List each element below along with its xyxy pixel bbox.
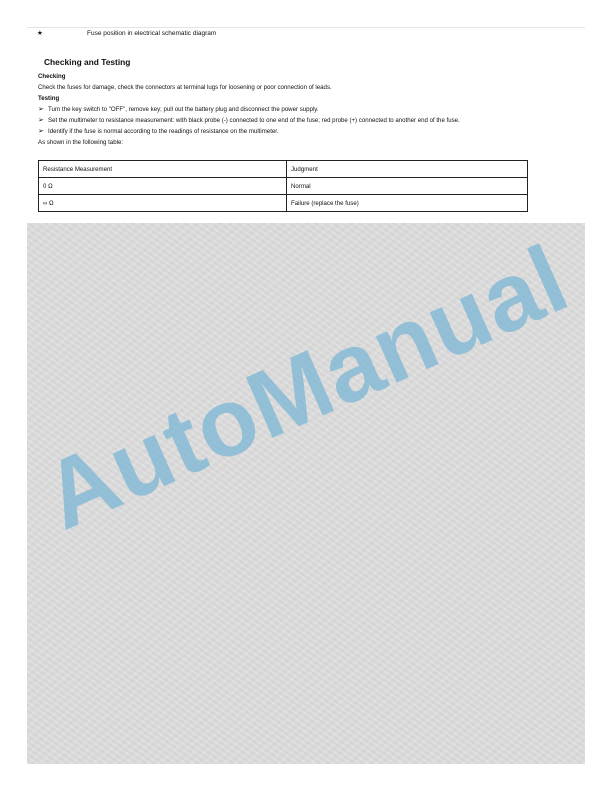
figure-caption: Fuse position in electrical schematic diagram — [87, 30, 217, 37]
arrow-bullet-icon: ➢ — [38, 117, 44, 124]
testing-step-text: Identify if the fuse is normal according to the readings of resistance on the multimeter. — [48, 128, 279, 135]
testing-step-text: Set the multimeter to resistance measurement: with black probe (-) connected to one end of the fuse; red probe (+) connected to another end of the fuse. — [48, 117, 460, 124]
resistance-table — [38, 160, 528, 212]
table-row — [39, 195, 528, 212]
checking-text: Check the fuses for damage, check the connectors at terminal lugs for loosening or poor connection of leads. — [38, 84, 332, 91]
testing-step — [38, 106, 319, 114]
testing-step — [38, 117, 460, 125]
table-cell: Normal — [287, 178, 528, 195]
testing-heading: Testing — [38, 95, 60, 102]
table-cell: ∞ Ω — [39, 195, 287, 212]
star-icon: ★ — [37, 30, 43, 37]
table-cell: Failure (replace the fuse) — [287, 195, 528, 212]
checking-heading: Checking — [38, 73, 66, 80]
table-header-cell: Resistance Measurement — [39, 161, 287, 178]
top-divider — [27, 27, 585, 28]
arrow-bullet-icon: ➢ — [38, 128, 44, 135]
table-intro: As shown in the following table: — [38, 139, 124, 146]
table-cell: 0 Ω — [39, 178, 287, 195]
testing-step — [38, 128, 279, 136]
table-header-row — [39, 161, 528, 178]
table-row — [39, 178, 528, 195]
testing-step-text: Turn the key switch to "OFF", remove key; pull out the battery plug and disconnect the power supply. — [48, 106, 319, 113]
table-header-cell: Judgment — [287, 161, 528, 178]
arrow-bullet-icon: ➢ — [38, 106, 44, 113]
section-title: Checking and Testing — [44, 57, 131, 67]
watermark: AutoManual — [28, 224, 584, 551]
